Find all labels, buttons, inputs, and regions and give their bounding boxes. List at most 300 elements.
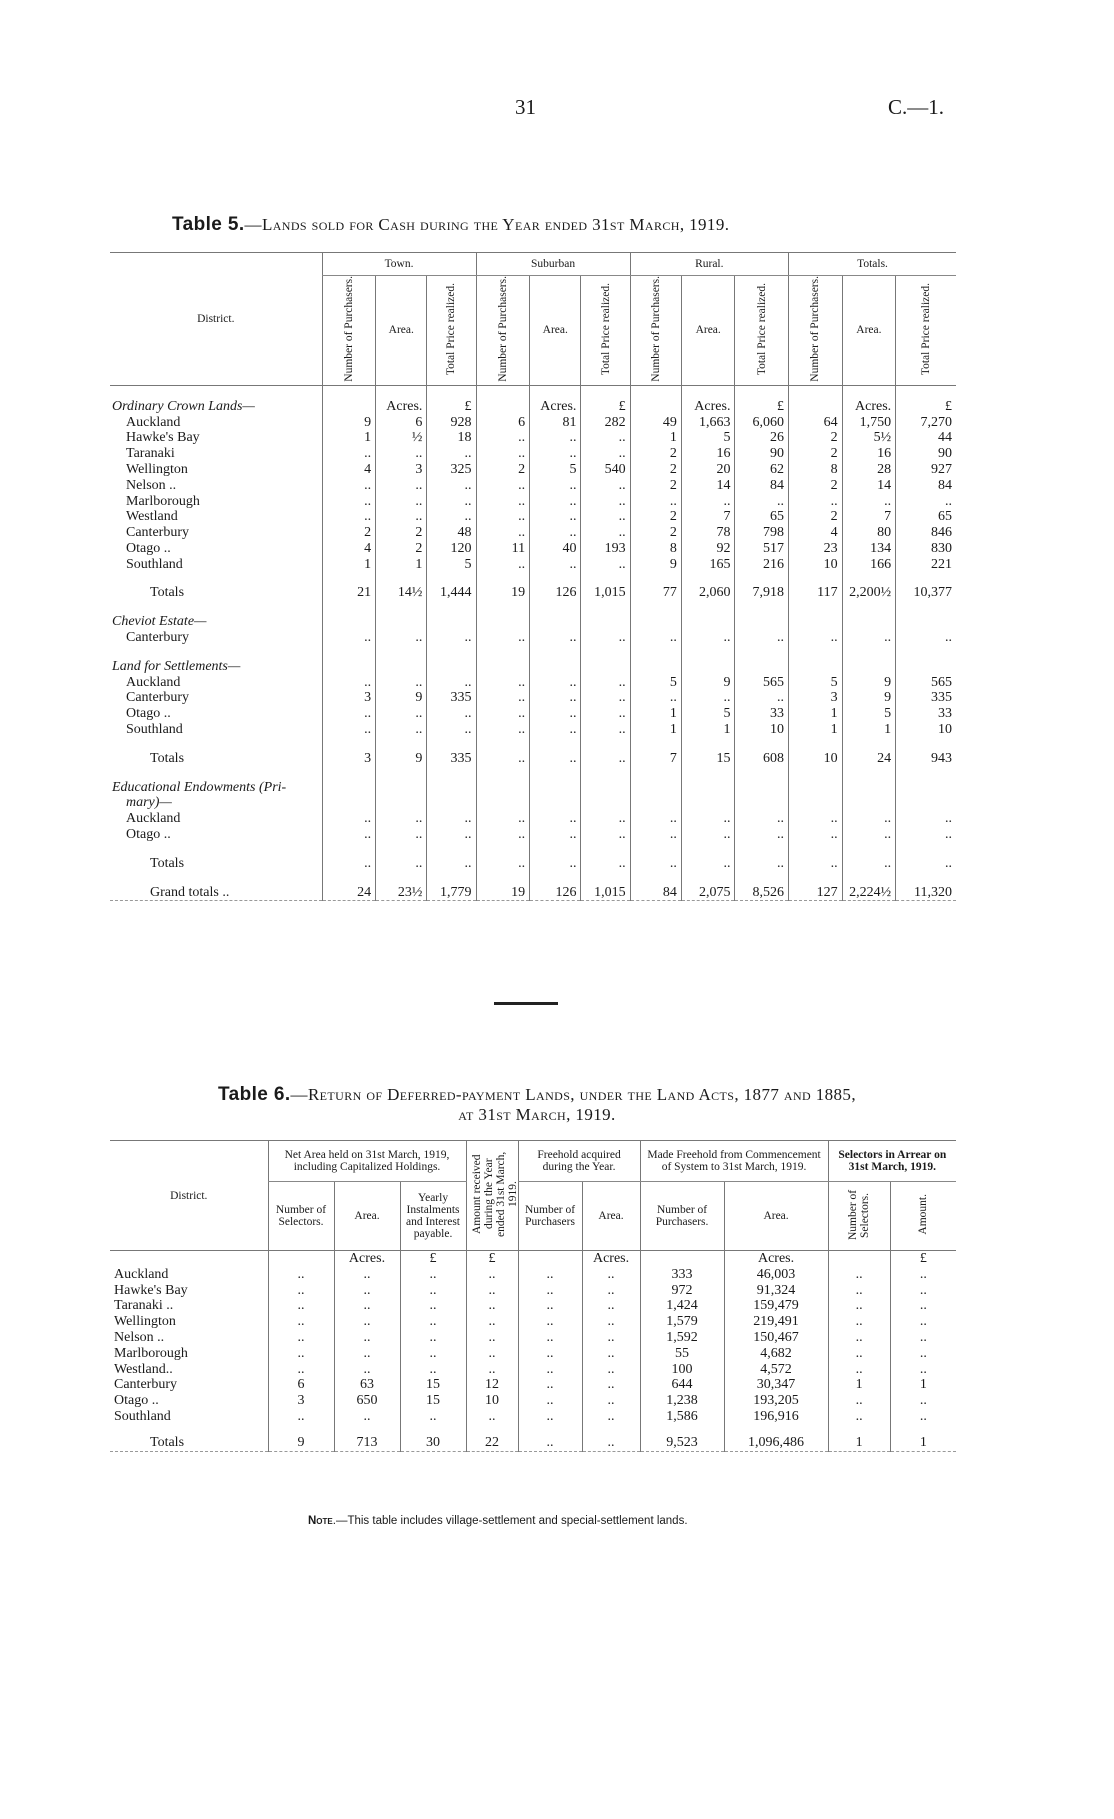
value-cell: 325 xyxy=(427,462,476,478)
value-cell: .. xyxy=(630,856,681,872)
value-cell: 644 xyxy=(640,1377,724,1393)
empty-cell xyxy=(842,738,896,751)
empty-cell xyxy=(581,843,630,856)
empty-cell xyxy=(681,780,735,796)
value-cell: 333 xyxy=(640,1267,724,1283)
value-cell: 3 xyxy=(322,690,376,706)
empty-cell xyxy=(334,1425,400,1435)
empty-cell xyxy=(322,614,376,630)
empty-cell xyxy=(630,738,681,751)
empty-cell xyxy=(530,572,581,585)
value-cell: .. xyxy=(400,1409,466,1425)
value-cell: .. xyxy=(376,706,427,722)
table6-body xyxy=(110,1251,956,1452)
document-reference: C.—1. xyxy=(888,95,945,119)
value-cell: 1 xyxy=(630,722,681,738)
value-cell: .. xyxy=(828,1314,890,1330)
value-cell: .. xyxy=(376,811,427,827)
value-cell: 5 xyxy=(842,706,896,722)
value-cell: 65 xyxy=(735,509,789,525)
value-cell: 9 xyxy=(681,675,735,691)
value-cell: 24 xyxy=(322,885,376,901)
value-cell: .. xyxy=(530,722,581,738)
value-cell: .. xyxy=(890,1314,956,1330)
value-cell: .. xyxy=(789,827,843,843)
value-cell: 63 xyxy=(334,1377,400,1393)
district-name: Marlborough xyxy=(114,1345,188,1361)
value-cell: 55 xyxy=(640,1346,724,1362)
empty-cell xyxy=(400,1425,466,1435)
value-cell: 6 xyxy=(476,415,530,431)
value-cell: 8,526 xyxy=(735,885,789,901)
value-cell: .. xyxy=(518,1330,582,1346)
empty-cell xyxy=(681,614,735,630)
value-cell: 4 xyxy=(789,525,843,541)
table-row xyxy=(110,1409,956,1425)
empty-cell xyxy=(735,780,789,796)
value-cell: .. xyxy=(789,494,843,510)
district-name: Canterbury xyxy=(126,690,189,706)
value-cell: 26 xyxy=(735,430,789,446)
empty-cell xyxy=(581,795,630,811)
value-cell: .. xyxy=(322,494,376,510)
empty-cell xyxy=(896,659,956,675)
value-cell: .. xyxy=(842,827,896,843)
value-cell: .. xyxy=(376,856,427,872)
value-cell: 23 xyxy=(789,541,843,557)
value-cell: .. xyxy=(476,509,530,525)
empty-cell xyxy=(476,614,530,630)
district-name: Otago .. xyxy=(126,706,171,722)
value-cell: 40 xyxy=(530,541,581,557)
value-cell: .. xyxy=(466,1330,518,1346)
value-cell: 11 xyxy=(476,541,530,557)
value-cell: .. xyxy=(400,1283,466,1299)
table-row xyxy=(110,1377,956,1393)
value-cell: 540 xyxy=(581,462,630,478)
district-name: Taranaki .. xyxy=(114,1298,174,1314)
value-cell: .. xyxy=(268,1298,334,1314)
value-cell: .. xyxy=(890,1393,956,1409)
value-cell: 10 xyxy=(789,751,843,767)
value-cell: .. xyxy=(630,494,681,510)
empty-cell xyxy=(842,385,896,399)
empty-cell xyxy=(789,614,843,630)
section-divider xyxy=(494,1002,558,1005)
value-cell: 1,779 xyxy=(427,885,476,901)
value-cell: .. xyxy=(735,630,789,646)
value-cell: .. xyxy=(735,856,789,872)
value-cell: 19 xyxy=(476,885,530,901)
empty-cell xyxy=(630,795,681,811)
district-name: Wellington xyxy=(114,1314,176,1330)
value-cell: 7 xyxy=(630,751,681,767)
unit-label xyxy=(828,1251,890,1267)
district-name: Otago .. xyxy=(126,827,171,843)
value-cell: .. xyxy=(427,675,476,691)
sub-number-purchasers: Number of Purchasers. xyxy=(809,276,822,382)
sub-number-purchasers: Number of Purchasers. xyxy=(342,276,355,382)
value-cell: .. xyxy=(427,827,476,843)
unit-label xyxy=(268,1251,334,1267)
empty-cell xyxy=(630,572,681,585)
empty-cell xyxy=(376,780,427,796)
value-cell: .. xyxy=(896,494,956,510)
empty-cell xyxy=(789,601,843,614)
value-cell: 84 xyxy=(896,478,956,494)
empty-cell xyxy=(427,614,476,630)
empty-cell xyxy=(322,601,376,614)
value-cell: 1 xyxy=(322,557,376,573)
district-name: Hawke's Bay xyxy=(126,430,200,446)
empty-cell xyxy=(735,738,789,751)
empty-cell xyxy=(322,767,376,780)
value-cell: 1 xyxy=(789,722,843,738)
value-cell: 2 xyxy=(630,462,681,478)
value-cell: .. xyxy=(890,1409,956,1425)
table6 xyxy=(110,1140,956,1452)
value-cell: .. xyxy=(681,811,735,827)
value-cell: .. xyxy=(268,1362,334,1378)
value-cell: 78 xyxy=(681,525,735,541)
value-cell: 24 xyxy=(842,751,896,767)
value-cell: 159,479 xyxy=(724,1298,828,1314)
value-cell: .. xyxy=(334,1314,400,1330)
value-cell: 28 xyxy=(842,462,896,478)
unit-label: Acres. xyxy=(582,1251,640,1267)
value-cell: .. xyxy=(376,675,427,691)
value-cell: .. xyxy=(581,630,630,646)
value-cell: .. xyxy=(322,856,376,872)
value-cell: 91,324 xyxy=(724,1283,828,1299)
value-cell: 1,444 xyxy=(427,585,476,601)
value-cell: 126 xyxy=(530,585,581,601)
value-cell: .. xyxy=(681,630,735,646)
value-cell: .. xyxy=(376,446,427,462)
district-name: Southland xyxy=(114,1408,171,1424)
value-cell: 4 xyxy=(322,462,376,478)
value-cell: .. xyxy=(735,690,789,706)
value-cell: .. xyxy=(828,1362,890,1378)
empty-cell xyxy=(322,795,376,811)
value-cell: 193 xyxy=(581,541,630,557)
empty-cell xyxy=(896,572,956,585)
empty-cell xyxy=(630,385,681,399)
empty-cell xyxy=(581,872,630,885)
empty-cell xyxy=(681,385,735,399)
value-cell: .. xyxy=(581,675,630,691)
empty-cell xyxy=(518,1425,582,1435)
value-cell: .. xyxy=(322,478,376,494)
value-cell: .. xyxy=(476,751,530,767)
group-rural: Rural. xyxy=(630,253,788,276)
empty-cell xyxy=(322,385,376,399)
value-cell: 150,467 xyxy=(724,1330,828,1346)
value-cell: .. xyxy=(789,630,843,646)
empty-cell xyxy=(530,795,581,811)
value-cell: 166 xyxy=(842,557,896,573)
value-cell: 14 xyxy=(681,478,735,494)
value-cell: 943 xyxy=(896,751,956,767)
value-cell: .. xyxy=(334,1346,400,1362)
table-row xyxy=(110,675,956,691)
value-cell: 1,238 xyxy=(640,1393,724,1409)
value-cell: 9 xyxy=(630,557,681,573)
district-name: Otago .. xyxy=(114,1393,159,1409)
value-cell: 10 xyxy=(735,722,789,738)
district-name: Totals xyxy=(150,585,185,601)
table-row xyxy=(110,494,956,510)
value-cell: .. xyxy=(322,509,376,525)
value-cell: 126 xyxy=(530,885,581,901)
empty-cell xyxy=(581,572,630,585)
value-cell: .. xyxy=(530,690,581,706)
sub-amount: Amount. xyxy=(917,1194,930,1235)
value-cell: 4 xyxy=(322,541,376,557)
value-cell: .. xyxy=(530,706,581,722)
page-number: 31 xyxy=(515,95,536,119)
empty-cell xyxy=(427,385,476,399)
value-cell: .. xyxy=(530,494,581,510)
empty-cell xyxy=(110,601,322,614)
value-cell: 196,916 xyxy=(724,1409,828,1425)
value-cell: .. xyxy=(400,1330,466,1346)
empty-cell xyxy=(630,767,681,780)
value-cell: 2,075 xyxy=(681,885,735,901)
empty-cell xyxy=(376,738,427,751)
value-cell: 11,320 xyxy=(896,885,956,901)
table-row xyxy=(110,690,956,706)
empty-cell xyxy=(581,659,630,675)
value-cell: 6,060 xyxy=(735,415,789,431)
section-heading: Cheviot Estate— xyxy=(112,614,207,630)
empty-cell xyxy=(110,843,322,856)
value-cell: 8 xyxy=(630,541,681,557)
value-cell: .. xyxy=(681,827,735,843)
value-cell: .. xyxy=(466,1346,518,1362)
value-cell: .. xyxy=(518,1435,582,1451)
value-cell: .. xyxy=(681,494,735,510)
value-cell: 10 xyxy=(466,1393,518,1409)
value-cell: 193,205 xyxy=(724,1393,828,1409)
empty-cell xyxy=(890,1425,956,1435)
value-cell: .. xyxy=(322,827,376,843)
empty-cell xyxy=(530,767,581,780)
value-cell: .. xyxy=(630,690,681,706)
value-cell: 18 xyxy=(427,430,476,446)
spacer-row xyxy=(110,738,956,751)
value-cell: 15 xyxy=(681,751,735,767)
value-cell: .. xyxy=(828,1346,890,1362)
table-row xyxy=(110,1298,956,1314)
value-cell: .. xyxy=(476,494,530,510)
value-cell: 3 xyxy=(268,1393,334,1409)
district-name: Taranaki xyxy=(126,446,175,462)
value-cell: .. xyxy=(476,525,530,541)
value-cell: .. xyxy=(268,1409,334,1425)
value-cell: 23½ xyxy=(376,885,427,901)
value-cell: 8 xyxy=(789,462,843,478)
empty-cell xyxy=(476,767,530,780)
empty-cell xyxy=(896,780,956,796)
value-cell: .. xyxy=(476,706,530,722)
value-cell: 517 xyxy=(735,541,789,557)
value-cell: .. xyxy=(828,1330,890,1346)
value-cell: .. xyxy=(890,1330,956,1346)
value-cell: 19 xyxy=(476,585,530,601)
empty-cell xyxy=(842,872,896,885)
value-cell: .. xyxy=(828,1409,890,1425)
empty-cell xyxy=(842,601,896,614)
empty-cell xyxy=(376,843,427,856)
unit-label: Acres. xyxy=(724,1251,828,1267)
value-cell: 1,579 xyxy=(640,1314,724,1330)
district-name: Hawke's Bay xyxy=(114,1282,188,1298)
unit-label: Acres. xyxy=(842,399,896,415)
empty-cell xyxy=(110,1425,268,1435)
value-cell: .. xyxy=(334,1283,400,1299)
section-heading-row xyxy=(110,614,956,630)
empty-cell xyxy=(789,738,843,751)
empty-cell xyxy=(842,780,896,796)
spacer-row xyxy=(110,843,956,856)
value-cell: 165 xyxy=(681,557,735,573)
value-cell: 798 xyxy=(735,525,789,541)
sub-area: Area. xyxy=(856,324,882,337)
value-cell: .. xyxy=(582,1283,640,1299)
value-cell: 221 xyxy=(896,557,956,573)
sub-area: Area. xyxy=(334,1182,400,1251)
table-row xyxy=(110,1362,956,1378)
value-cell: .. xyxy=(400,1267,466,1283)
value-cell: .. xyxy=(581,430,630,446)
value-cell: 608 xyxy=(735,751,789,767)
empty-cell xyxy=(427,767,476,780)
group-totals: Totals. xyxy=(789,253,956,276)
empty-cell xyxy=(427,872,476,885)
table-row xyxy=(110,1267,956,1283)
table-row xyxy=(110,430,956,446)
value-cell: 6 xyxy=(268,1377,334,1393)
empty-cell xyxy=(582,1425,640,1435)
empty-cell xyxy=(476,385,530,399)
value-cell: .. xyxy=(376,478,427,494)
value-cell: 4,572 xyxy=(724,1362,828,1378)
value-cell: .. xyxy=(828,1267,890,1283)
value-cell: .. xyxy=(466,1314,518,1330)
value-cell: .. xyxy=(518,1314,582,1330)
empty-cell xyxy=(476,780,530,796)
empty-cell xyxy=(581,738,630,751)
value-cell: .. xyxy=(376,509,427,525)
value-cell: .. xyxy=(466,1267,518,1283)
value-cell: .. xyxy=(530,557,581,573)
empty-cell xyxy=(530,601,581,614)
value-cell: 335 xyxy=(427,751,476,767)
value-cell: 2,224½ xyxy=(842,885,896,901)
sub-number-selectors: Number of Selectors. xyxy=(268,1182,334,1251)
value-cell: 565 xyxy=(896,675,956,691)
empty-cell xyxy=(581,385,630,399)
value-cell: 84 xyxy=(735,478,789,494)
empty-cell xyxy=(896,601,956,614)
value-cell: .. xyxy=(582,1298,640,1314)
unit-label xyxy=(518,1251,582,1267)
value-cell: 16 xyxy=(842,446,896,462)
value-cell: 2 xyxy=(322,525,376,541)
value-cell: .. xyxy=(476,430,530,446)
section-heading: mary)— xyxy=(126,795,172,811)
empty-cell xyxy=(681,601,735,614)
value-cell: 713 xyxy=(334,1435,400,1451)
value-cell: 1 xyxy=(890,1377,956,1393)
empty-cell xyxy=(681,572,735,585)
sub-number-purchasers: Number of Purchasers xyxy=(518,1182,582,1251)
empty-cell xyxy=(789,795,843,811)
value-cell: .. xyxy=(268,1330,334,1346)
district-name: Wellington xyxy=(126,461,188,477)
amount-received-header: Amount received during the Year ended 31st March, 1919. xyxy=(470,1151,519,1237)
value-cell: .. xyxy=(681,856,735,872)
value-cell: .. xyxy=(268,1283,334,1299)
empty-cell xyxy=(322,872,376,885)
unit-label: £ xyxy=(581,399,630,415)
value-cell: .. xyxy=(896,827,956,843)
value-cell: 9 xyxy=(268,1435,334,1451)
value-cell: .. xyxy=(582,1267,640,1283)
empty-cell xyxy=(630,646,681,659)
table-row xyxy=(110,557,956,573)
unit-label: £ xyxy=(427,399,476,415)
value-cell: .. xyxy=(828,1283,890,1299)
district-name: Westland xyxy=(126,509,178,525)
value-cell: 1 xyxy=(789,706,843,722)
district-name: Totals xyxy=(110,1435,268,1451)
empty-cell xyxy=(530,385,581,399)
district-name: Auckland xyxy=(126,414,181,430)
value-cell: .. xyxy=(322,630,376,646)
value-cell: .. xyxy=(334,1298,400,1314)
section-heading: Ordinary Crown Lands— xyxy=(112,398,255,414)
empty-cell xyxy=(630,659,681,675)
value-cell: 1 xyxy=(322,430,376,446)
empty-cell xyxy=(110,872,322,885)
sub-total-price: Total Price realized. xyxy=(445,282,458,375)
table-row xyxy=(110,827,956,843)
sub-number-purchasers: Number of Purchasers. xyxy=(496,276,509,382)
empty-cell xyxy=(896,385,956,399)
value-cell: .. xyxy=(530,811,581,827)
table6-note xyxy=(308,1515,688,1527)
empty-cell xyxy=(735,659,789,675)
value-cell: 2 xyxy=(630,478,681,494)
empty-cell xyxy=(681,659,735,675)
empty-cell xyxy=(735,385,789,399)
table5 xyxy=(110,252,956,901)
empty-cell xyxy=(376,872,427,885)
value-cell: 3 xyxy=(376,462,427,478)
empty-cell xyxy=(581,614,630,630)
value-cell: 15 xyxy=(400,1393,466,1409)
value-cell: .. xyxy=(530,446,581,462)
spacer-row xyxy=(110,385,956,399)
value-cell: 7 xyxy=(842,509,896,525)
value-cell: 1,015 xyxy=(581,885,630,901)
value-cell: 9 xyxy=(322,415,376,431)
district-name: Canterbury xyxy=(114,1377,177,1393)
empty-cell xyxy=(735,795,789,811)
value-cell: 44 xyxy=(896,430,956,446)
